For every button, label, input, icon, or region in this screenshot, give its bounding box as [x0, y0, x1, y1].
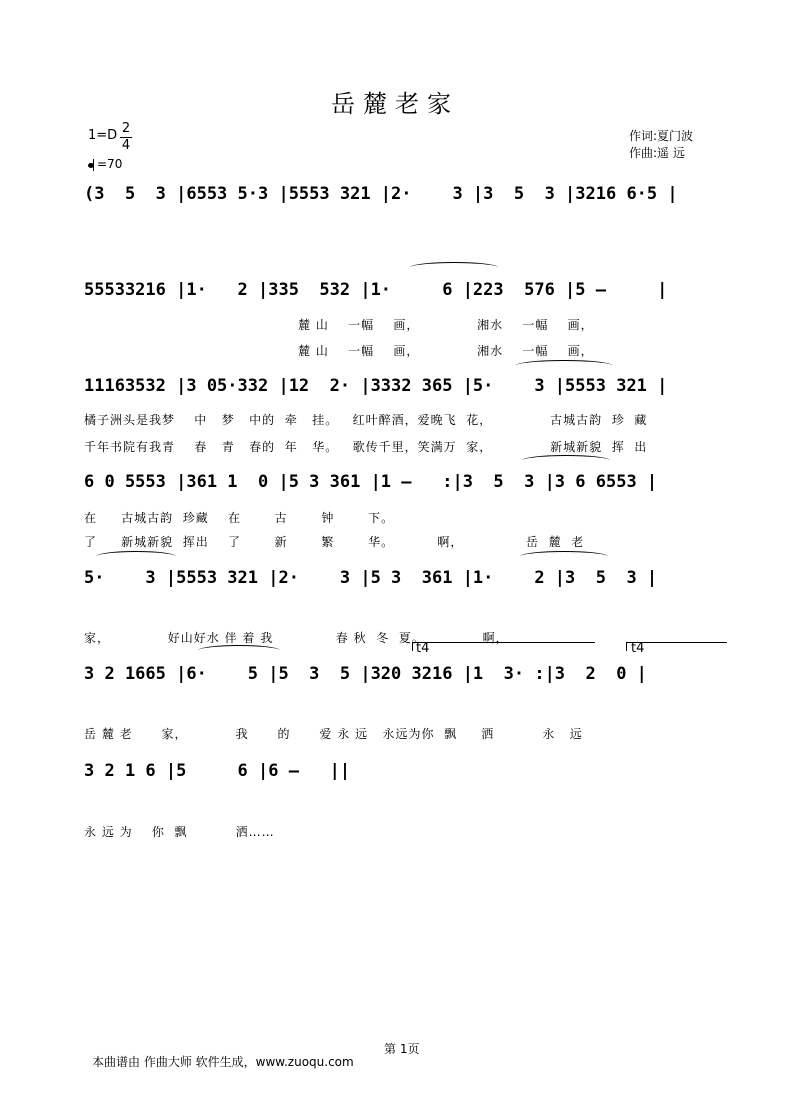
notation-text: 3 2 1665 |6· 5 |5 3 5 |320 3216 |1 3· :|3 2 0 |: [84, 664, 647, 684]
footer-note: 本曲谱由 作曲大师 软件生成，www.zuoqu.com: [92, 1055, 354, 1069]
slur: [522, 455, 610, 466]
song-title: 岳麓老家: [331, 90, 459, 118]
key-signature: 1=D: [88, 128, 118, 143]
composer: 作曲:遥 远: [629, 146, 685, 160]
notation-row-7: [84, 757, 729, 785]
notation-row-4: [84, 468, 729, 496]
slur: [520, 551, 608, 562]
lyric-line: 家， 好山好水 伴 着 我 春 秋 冬 夏。 啊，: [84, 631, 509, 645]
notation-row-6: [84, 660, 729, 688]
notation-text: 5· 3 |5553 321 |2· 3 |5 3 361 |1· 2 |3 5 3 |: [84, 568, 658, 588]
lyricist: 作词:夏门波: [629, 129, 694, 143]
notation-text: (3 5 3 |6553 5·3 |5553 321 |2· 3 |3 5 3 |3216 6·5 |: [84, 184, 678, 204]
notation-text: 3 2 1 6 |5 6 |6 — ||: [84, 761, 351, 781]
credits: [629, 128, 693, 162]
notation-row-3: [84, 372, 729, 400]
slur: [516, 360, 612, 371]
lyric-line: 了 新城新貌 挥出 了 新 繁 华。 啊， 岳 麓 老: [84, 535, 585, 549]
slur: [410, 262, 498, 273]
lyric-line: 麓 山 一幅 画， 湘水 一幅 画，: [298, 344, 594, 358]
volta-bracket: [412, 642, 595, 651]
volta-first: t4: [416, 641, 430, 656]
lyric-line: 永 远 为 你 飘 洒……: [84, 825, 275, 839]
notation-row-2: [84, 276, 729, 304]
volta-bracket: [626, 642, 727, 651]
volta-second: t4: [631, 641, 645, 656]
lyric-line: 岳 麓 老 家， 我 的 爱 永 远 永远为你 飘 洒 永 远: [84, 727, 583, 741]
notation-row-5: [84, 564, 729, 592]
page-number: 第 1页: [384, 1042, 420, 1056]
notation-text: 6 0 5553 |361 1 0 |5 3 361 |1 — :|3 5 3 |3 6 6553 |: [84, 472, 658, 492]
lyric-line: 千年书院有我青 春 青 春的 年 华。 歌传千里，笑满万 家， 新城新貌 挥 出: [84, 440, 648, 454]
slur: [198, 645, 280, 656]
notation-text: 55533216 |1· 2 |335 532 |1· 6 |223 576 |5 — |: [84, 280, 668, 300]
time-signature: [120, 121, 132, 154]
lyric-line: 橘子洲头是我梦 中 梦 中的 牵 挂。 红叶醉酒，爱晚飞 花， 古城古韵 珍 藏: [84, 413, 648, 427]
lyric-line: 麓 山 一幅 画， 湘水 一幅 画，: [298, 318, 594, 332]
time-sig-numerator: 2: [121, 121, 131, 136]
lyric-line: 在 古城古韵 珍藏 在 古 钟 下。: [84, 511, 395, 525]
tempo-marking: =70: [88, 157, 122, 171]
notation-row-1: [84, 180, 729, 208]
slur: [96, 551, 176, 562]
time-sig-denominator: 4: [121, 138, 131, 153]
notation-text: 11163532 |3 05·332 |12 2· |3332 365 |5· 3 |5553 321 |: [84, 376, 668, 396]
